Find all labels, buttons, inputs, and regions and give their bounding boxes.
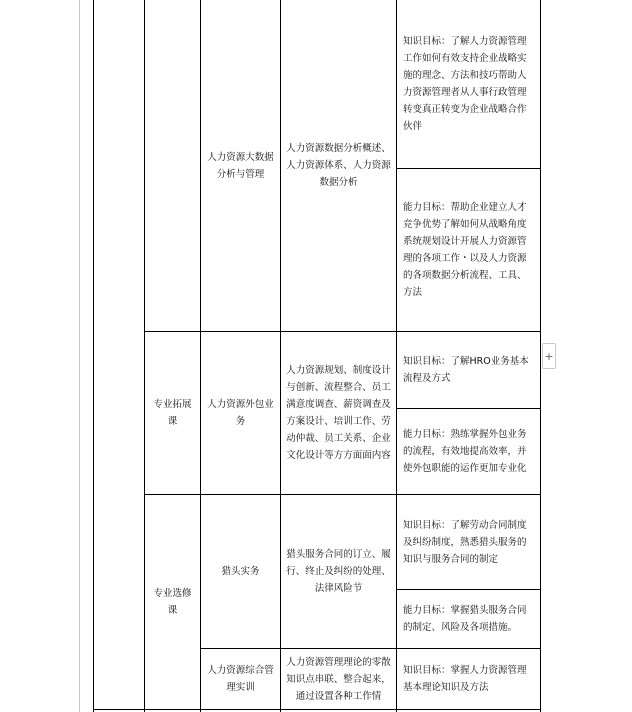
ability-goal: 能力目标：熟练掌握外包业务的流程，有效地提高效率，并使外包职能的运作更加专业化 xyxy=(403,429,527,474)
knowledge-goal-cell xyxy=(397,649,540,709)
course-name: 人力资源综合管理实训 xyxy=(207,665,274,693)
ability-goal-cell xyxy=(397,590,540,648)
ability-goal-cell xyxy=(397,169,540,331)
knowledge-goal: 知识目标：了解人力资源管理工作如何有效支持企业战略实施的理念、方法和技巧帮助人力资源管理者从人事行政管理转变真正转变为企业战略合作伙伴 xyxy=(403,36,527,132)
ability-goal-cell xyxy=(397,409,540,494)
course-category: 专业选修课 xyxy=(153,588,192,616)
course-name: 人力资源外包业务 xyxy=(207,399,274,427)
course-content: 猎头服务合同的订立、履行、终止及纠纷的处理、法律风险节 xyxy=(286,549,391,594)
ability-goal: 能力目标：帮助企业建立人才竞争优势了解如何从战略角度系统规划设计开展人力资源管理的各项工作・以及人力资源的各项数据分析流程、工具、方法 xyxy=(403,202,527,298)
margin-line-left xyxy=(79,0,80,712)
course-name-cell xyxy=(201,649,280,709)
course-name: 人力资源大数据分析与管理 xyxy=(207,151,274,180)
course-name-cell xyxy=(201,332,280,494)
content-cell xyxy=(281,0,396,331)
course-content: 人力资源规划、制度设计与创新、流程整合、员工满意度调查、薪资调查及方案设计、培训工作、劳动仲裁、员工关系、企业文化设计等方方面面内容 xyxy=(286,365,391,461)
course-name: 猎头实务 xyxy=(221,566,260,577)
course-name-cell xyxy=(201,495,280,648)
knowledge-goal: 知识目标：掌握人力资源管理基本理论知识及方法 xyxy=(403,665,527,693)
knowledge-goal: 知识目标：了解HRO业务基本流程及方式 xyxy=(403,356,529,384)
content-cell xyxy=(281,649,396,709)
course-category: 专业拓展课 xyxy=(153,399,192,427)
course-category-cell xyxy=(145,332,200,494)
course-content: 人力资源管理理论的零散知识点串联、整合起来，通过设置各种工作情 xyxy=(286,656,391,702)
content-cell xyxy=(281,332,396,494)
table-border-bottom xyxy=(93,709,540,710)
ability-goal: 能力目标：掌握猎头服务合同的制定、风险及各项措施。 xyxy=(403,605,527,633)
table-border-right xyxy=(540,0,541,712)
knowledge-goal-cell xyxy=(397,0,540,168)
course-name-cell xyxy=(201,0,280,331)
add-row-button[interactable] xyxy=(542,343,556,369)
content-cell xyxy=(281,495,396,648)
knowledge-goal-cell xyxy=(397,332,540,408)
course-category-cell xyxy=(145,495,200,709)
knowledge-goal-cell xyxy=(397,495,540,589)
plus-icon: + xyxy=(544,349,554,363)
knowledge-goal: 知识目标：了解劳动合同制度及纠纷制度，熟悉猎头服务的知识与服务合同的制定 xyxy=(403,519,527,565)
table-border-left xyxy=(93,0,94,712)
course-content: 人力资源数据分析概述、人力资源体系、人力资源数据分析 xyxy=(286,143,391,188)
